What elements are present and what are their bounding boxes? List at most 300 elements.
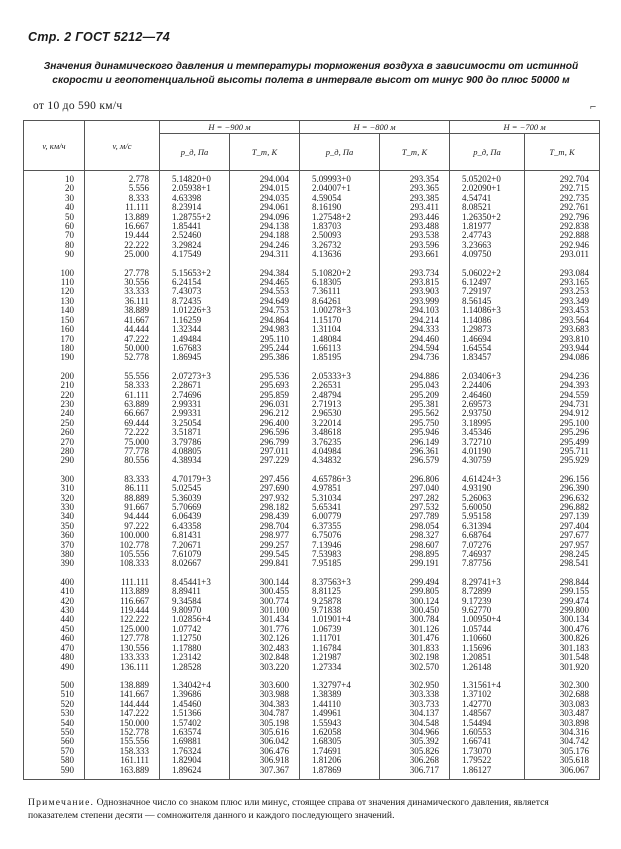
table-cell: 295.711 — [525, 447, 600, 456]
table-cell: 293.411 — [380, 203, 450, 212]
table-cell: 1.38389 — [300, 690, 380, 699]
table-cell: 3.23663 — [450, 241, 525, 250]
table-cell: 3.26732 — [300, 241, 380, 250]
table-cell: 150.000 — [85, 719, 160, 728]
table-cell: 1.02856+4 — [160, 615, 230, 624]
table-cell: 304.316 — [525, 728, 600, 737]
table-cell: 410 — [24, 587, 85, 596]
table-cell: 4.38934 — [160, 456, 230, 465]
table-cell: 294.753 — [230, 306, 300, 315]
table-cell: 300.450 — [380, 606, 450, 615]
table-cell: 8.333 — [85, 194, 160, 203]
table-cell: 470 — [24, 644, 85, 653]
table-cell: 1.20851 — [450, 653, 525, 662]
table-cell: 303.083 — [525, 700, 600, 709]
table-cell: 1.37102 — [450, 690, 525, 699]
table-cell: 36.111 — [85, 297, 160, 306]
table-cell: 4.93190 — [450, 484, 525, 493]
table-cell: 5.65341 — [300, 503, 380, 512]
table-cell: 220 — [24, 391, 85, 400]
table-cell: 41.667 — [85, 316, 160, 325]
table-cell: 304.787 — [230, 709, 300, 718]
table-cell: 295.100 — [525, 419, 600, 428]
table-cell: 297.932 — [230, 494, 300, 503]
table-cell: 301.548 — [525, 653, 600, 662]
table-row — [24, 569, 600, 587]
table-cell: 86.111 — [85, 484, 160, 493]
table-cell: 2.52460 — [160, 231, 230, 240]
table-cell: 295.381 — [380, 400, 450, 409]
table-cell: 52.778 — [85, 353, 160, 362]
table-cell: 297.456 — [230, 466, 300, 484]
table-cell: 13.889 — [85, 213, 160, 222]
table-cell: 1.86127 — [450, 766, 525, 780]
table-cell: 1.73070 — [450, 747, 525, 756]
table-cell: 1.74691 — [300, 747, 380, 756]
table-cell: 66.667 — [85, 409, 160, 418]
table-cell: 307.367 — [230, 766, 300, 780]
table-cell: 1.17880 — [160, 644, 230, 653]
table-cell: 270 — [24, 438, 85, 447]
table-cell: 130.556 — [85, 644, 160, 653]
table-cell: 1.85195 — [300, 353, 380, 362]
table-cell: 1.07742 — [160, 625, 230, 634]
table-cell: 300.784 — [380, 615, 450, 624]
table-cell: 460 — [24, 634, 85, 643]
table-cell: 560 — [24, 737, 85, 746]
table-cell: 160 — [24, 325, 85, 334]
table-cell: 293.596 — [380, 241, 450, 250]
table-cell: 293.815 — [380, 278, 450, 287]
table-cell: 303.220 — [230, 663, 300, 672]
table-cell: 4.61424+3 — [450, 466, 525, 484]
table-cell: 7.61079 — [160, 550, 230, 559]
table-cell: 1.82904 — [160, 756, 230, 765]
table-cell: 1.48084 — [300, 335, 380, 344]
table-cell: 5.09993+0 — [300, 171, 380, 185]
table-cell: 530 — [24, 709, 85, 718]
table-cell: 2.47743 — [450, 231, 525, 240]
table-cell: 295.562 — [380, 409, 450, 418]
table-cell: 6.31394 — [450, 522, 525, 531]
table-cell: 292.735 — [525, 194, 600, 203]
table-cell: 2.778 — [85, 171, 160, 185]
table-cell: 294.460 — [380, 335, 450, 344]
table-title: Значения динамического давления и температуры торможения воздуха в зависимости от истинной скорости и геопотенциальной высоты полета в интервале высот от минус 900 до плюс 50000 м — [43, 61, 579, 86]
table-cell: 320 — [24, 494, 85, 503]
table-cell: 122.222 — [85, 615, 160, 624]
table-cell: 7.95185 — [300, 559, 380, 568]
table-cell: 294.246 — [230, 241, 300, 250]
table-cell: 303.487 — [525, 709, 600, 718]
table-cell: 6.06439 — [160, 512, 230, 521]
table-cell: 380 — [24, 550, 85, 559]
table-cell: 1.86945 — [160, 353, 230, 362]
table-row — [24, 559, 600, 568]
table-cell: 294.004 — [230, 171, 300, 185]
table-cell: 298.245 — [525, 550, 600, 559]
table-cell: 1.63574 — [160, 728, 230, 737]
table-cell: 1.15170 — [300, 316, 380, 325]
table-cell: 180 — [24, 344, 85, 353]
table-cell: 294.236 — [525, 363, 600, 381]
table-cell: 4.13636 — [300, 250, 380, 259]
table-cell: 570 — [24, 747, 85, 756]
table-cell: 1.21987 — [300, 653, 380, 662]
table-cell: 297.404 — [525, 522, 600, 531]
table-cell: 305.618 — [525, 756, 600, 765]
table-cell: 293.734 — [380, 260, 450, 278]
table-cell: 298.054 — [380, 522, 450, 531]
table-cell: 1.16259 — [160, 316, 230, 325]
table-cell: 306.918 — [230, 756, 300, 765]
table-cell: 5.70669 — [160, 503, 230, 512]
table-cell: 1.51366 — [160, 709, 230, 718]
table-cell: 297.139 — [525, 512, 600, 521]
table-cell: 297.690 — [230, 484, 300, 493]
table-cell: 1.60553 — [450, 728, 525, 737]
table-cell: 1.12750 — [160, 634, 230, 643]
table-cell: 293.365 — [380, 184, 450, 193]
table-cell: 295.209 — [380, 391, 450, 400]
table-cell: 297.789 — [380, 512, 450, 521]
table-cell: 299.191 — [380, 559, 450, 568]
table-cell: 296.149 — [380, 438, 450, 447]
table-cell: 1.00950+4 — [450, 615, 525, 624]
table-cell: 590 — [24, 766, 85, 780]
table-cell: 1.44110 — [300, 700, 380, 709]
table-cell: 292.796 — [525, 213, 600, 222]
table-cell: 390 — [24, 559, 85, 568]
table-cell: 280 — [24, 447, 85, 456]
table-cell: 293.661 — [380, 250, 450, 259]
table-cell: 1.34042+4 — [160, 672, 230, 690]
table-cell: 299.257 — [230, 541, 300, 550]
table-cell: 300.124 — [380, 597, 450, 606]
table-cell: 293.564 — [525, 316, 600, 325]
table-row — [24, 171, 600, 185]
table-cell: 294.096 — [230, 213, 300, 222]
table-cell: 105.556 — [85, 550, 160, 559]
table-cell: 1.57402 — [160, 719, 230, 728]
table-cell: 5.36039 — [160, 494, 230, 503]
table-cell: 2.07273+3 — [160, 363, 230, 381]
speed-range: от 10 до 590 км/ч — [33, 100, 123, 112]
table-cell: 7.13946 — [300, 541, 380, 550]
table-cell: 1.81206 — [300, 756, 380, 765]
table-cell: 2.05333+3 — [300, 363, 380, 381]
table-cell: 2.50093 — [300, 231, 380, 240]
table-cell: 2.99331 — [160, 400, 230, 409]
table-cell: 1.14086+3 — [450, 306, 525, 315]
table-cell: 25.000 — [85, 250, 160, 259]
table-cell: 10 — [24, 171, 85, 185]
page-header: Стр. 2 ГОСТ 5212—74 — [28, 30, 170, 44]
table-cell: 302.848 — [230, 653, 300, 662]
table-cell: 296.212 — [230, 409, 300, 418]
table-cell: 1.00278+3 — [300, 306, 380, 315]
table-cell: 4.08805 — [160, 447, 230, 456]
table-cell: 296.390 — [525, 484, 600, 493]
table-cell: 306.268 — [380, 756, 450, 765]
table-cell: 1.48567 — [450, 709, 525, 718]
table-cell: 1.85441 — [160, 222, 230, 231]
table-cell: 6.37355 — [300, 522, 380, 531]
table-cell: 58.333 — [85, 381, 160, 390]
table-cell: 294.886 — [380, 363, 450, 381]
table-cell: 299.474 — [525, 597, 600, 606]
table-cell: 294.736 — [380, 353, 450, 362]
table-cell: 1.62058 — [300, 728, 380, 737]
table-cell: 170 — [24, 335, 85, 344]
table-cell: 6.75076 — [300, 531, 380, 540]
table-cell: 1.10660 — [450, 634, 525, 643]
table-cell: 9.17239 — [450, 597, 525, 606]
table-cell: 302.570 — [380, 663, 450, 672]
table-cell: 550 — [24, 728, 85, 737]
table-cell: 6.81431 — [160, 531, 230, 540]
margin-mark: ⌐ — [590, 101, 597, 113]
table-cell: 294.731 — [525, 400, 600, 409]
table-cell: 40 — [24, 203, 85, 212]
table-cell: 1.55943 — [300, 719, 380, 728]
table-cell: 301.100 — [230, 606, 300, 615]
table-body — [24, 171, 600, 780]
table-cell: 33.333 — [85, 287, 160, 296]
table-cell: 295.693 — [230, 381, 300, 390]
table-cell: 298.607 — [380, 541, 450, 550]
table-cell: 3.72710 — [450, 438, 525, 447]
table-cell: 298.895 — [380, 550, 450, 559]
table-cell: 297.957 — [525, 541, 600, 550]
table-cell: 9.62770 — [450, 606, 525, 615]
table-cell: 133.333 — [85, 653, 160, 662]
table-cell: 293.354 — [380, 171, 450, 185]
table-cell: 292.888 — [525, 231, 600, 240]
table-cell: 5.06022+2 — [450, 260, 525, 278]
table-cell: 7.20671 — [160, 541, 230, 550]
table-cell: 303.733 — [380, 700, 450, 709]
table-cell: 2.24406 — [450, 381, 525, 390]
table-cell: 108.333 — [85, 559, 160, 568]
table-cell: 8.45441+3 — [160, 569, 230, 587]
table-cell: 30.556 — [85, 278, 160, 287]
table-cell: 294.035 — [230, 194, 300, 203]
table-cell: 1.27334 — [300, 663, 380, 672]
table-cell: 296.361 — [380, 447, 450, 456]
table-cell: 293.453 — [525, 306, 600, 315]
table-cell: 298.182 — [230, 503, 300, 512]
table-cell: 210 — [24, 381, 85, 390]
table-cell: 297.282 — [380, 494, 450, 503]
table-cell: 1.81977 — [450, 222, 525, 231]
table-cell: 2.99331 — [160, 409, 230, 418]
table-cell: 303.600 — [230, 672, 300, 690]
table-cell: 161.111 — [85, 756, 160, 765]
table-cell: 8.89411 — [160, 587, 230, 596]
table-cell: 400 — [24, 569, 85, 587]
table-cell: 63.889 — [85, 400, 160, 409]
table-cell: 1.11701 — [300, 634, 380, 643]
col-header-h2: H = −800 м — [300, 121, 450, 134]
col-header-h1: H = −900 м — [160, 121, 300, 134]
table-cell: 5.95158 — [450, 512, 525, 521]
table-cell: 360 — [24, 531, 85, 540]
table-cell: 6.68764 — [450, 531, 525, 540]
table-cell: 158.333 — [85, 747, 160, 756]
table-cell: 294.864 — [230, 316, 300, 325]
table-cell: 7.36111 — [300, 287, 380, 296]
table-cell: 293.810 — [525, 335, 600, 344]
table-cell: 299.841 — [230, 559, 300, 568]
table-cell: 296.596 — [230, 428, 300, 437]
table-cell: 69.444 — [85, 419, 160, 428]
table-cell: 1.28755+2 — [160, 213, 230, 222]
table-cell: 50 — [24, 213, 85, 222]
table-cell: 304.966 — [380, 728, 450, 737]
table-cell: 294.559 — [525, 391, 600, 400]
table-cell: 293.999 — [380, 297, 450, 306]
table-cell: 292.946 — [525, 241, 600, 250]
table-cell: 294.333 — [380, 325, 450, 334]
table-cell: 91.667 — [85, 503, 160, 512]
table-cell: 294.015 — [230, 184, 300, 193]
table-cell: 72.222 — [85, 428, 160, 437]
table-cell: 295.750 — [380, 419, 450, 428]
table-cell: 510 — [24, 690, 85, 699]
table-cell: 305.176 — [525, 747, 600, 756]
table-row — [24, 260, 600, 278]
table-row — [24, 363, 600, 381]
table-row — [24, 353, 600, 362]
table-cell: 293.253 — [525, 287, 600, 296]
table-cell: 1.49484 — [160, 335, 230, 344]
table-cell: 292.838 — [525, 222, 600, 231]
table-cell: 2.05938+1 — [160, 184, 230, 193]
col-header-v-ms: v, м/с — [85, 121, 160, 171]
table-cell: 9.80970 — [160, 606, 230, 615]
table-cell: 299.494 — [380, 569, 450, 587]
table-cell: 119.444 — [85, 606, 160, 615]
table-cell: 304.137 — [380, 709, 450, 718]
table-cell: 294.465 — [230, 278, 300, 287]
table-cell: 302.126 — [230, 634, 300, 643]
table-cell: 1.01226+3 — [160, 306, 230, 315]
table-cell: 4.65786+3 — [300, 466, 380, 484]
table-cell: 16.667 — [85, 222, 160, 231]
footnote-label: Примечание. — [28, 797, 95, 808]
table-cell: 7.29197 — [450, 287, 525, 296]
table-cell: 295.244 — [230, 344, 300, 353]
table-cell: 297.532 — [380, 503, 450, 512]
table-cell: 303.338 — [380, 690, 450, 699]
table-cell: 297.229 — [230, 456, 300, 465]
table-cell: 298.704 — [230, 522, 300, 531]
table-cell: 190 — [24, 353, 85, 362]
table-cell: 294.983 — [230, 325, 300, 334]
table-cell: 8.37563+3 — [300, 569, 380, 587]
table-cell: 11.111 — [85, 203, 160, 212]
table-cell: 1.66741 — [450, 737, 525, 746]
table-cell: 306.067 — [525, 766, 600, 780]
table-cell: 4.63398 — [160, 194, 230, 203]
table-cell: 294.384 — [230, 260, 300, 278]
table-cell: 4.34832 — [300, 456, 380, 465]
table-cell: 430 — [24, 606, 85, 615]
table-cell: 294.594 — [380, 344, 450, 353]
table-cell: 2.03406+3 — [450, 363, 525, 381]
table-cell: 350 — [24, 522, 85, 531]
table-cell: 1.79522 — [450, 756, 525, 765]
table-cell: 295.929 — [525, 456, 600, 465]
table-cell: 540 — [24, 719, 85, 728]
table-cell: 298.977 — [230, 531, 300, 540]
table-cell: 293.944 — [525, 344, 600, 353]
table-cell: 102.778 — [85, 541, 160, 550]
table-cell: 1.29873 — [450, 325, 525, 334]
table-cell: 8.81125 — [300, 587, 380, 596]
table-cell: 20 — [24, 184, 85, 193]
table-cell: 7.87756 — [450, 559, 525, 568]
table-cell: 1.42770 — [450, 700, 525, 709]
table-cell: 83.333 — [85, 466, 160, 484]
table-cell: 70 — [24, 231, 85, 240]
table-cell: 298.439 — [230, 512, 300, 521]
table-cell: 38.889 — [85, 306, 160, 315]
table-cell: 305.826 — [380, 747, 450, 756]
table-cell: 97.222 — [85, 522, 160, 531]
col-header-t-2: T_т, К — [380, 134, 450, 171]
table-cell: 1.26148 — [450, 663, 525, 672]
table-cell: 293.385 — [380, 194, 450, 203]
col-header-p-2: p_д, Па — [300, 134, 380, 171]
table-cell: 301.833 — [380, 644, 450, 653]
table-row — [24, 456, 600, 465]
table-cell: 147.222 — [85, 709, 160, 718]
table-cell: 5.15653+2 — [160, 260, 230, 278]
table-cell: 306.476 — [230, 747, 300, 756]
table-cell: 304.548 — [380, 719, 450, 728]
table-cell: 301.183 — [525, 644, 600, 653]
table-cell: 113.889 — [85, 587, 160, 596]
table-row — [24, 672, 600, 690]
table-cell: 293.446 — [380, 213, 450, 222]
table-cell: 340 — [24, 512, 85, 521]
footnote — [28, 796, 598, 822]
table-cell: 420 — [24, 597, 85, 606]
table-cell: 296.579 — [380, 456, 450, 465]
table-cell: 297.677 — [525, 531, 600, 540]
table-cell: 8.56145 — [450, 297, 525, 306]
table-cell: 310 — [24, 484, 85, 493]
table-cell: 88.889 — [85, 494, 160, 503]
table-cell: 3.51871 — [160, 428, 230, 437]
table-cell: 296.400 — [230, 419, 300, 428]
table-cell: 1.68305 — [300, 737, 380, 746]
table-cell: 7.53983 — [300, 550, 380, 559]
table-cell: 3.76235 — [300, 438, 380, 447]
table-cell: 480 — [24, 653, 85, 662]
table-cell: 2.02090+1 — [450, 184, 525, 193]
table-cell: 7.07276 — [450, 541, 525, 550]
table-cell: 141.667 — [85, 690, 160, 699]
table-cell: 294.188 — [230, 231, 300, 240]
table-cell: 94.444 — [85, 512, 160, 521]
table-cell: 296.882 — [525, 503, 600, 512]
table-cell: 295.536 — [230, 363, 300, 381]
table-cell: 50.000 — [85, 344, 160, 353]
table-cell: 155.556 — [85, 737, 160, 746]
